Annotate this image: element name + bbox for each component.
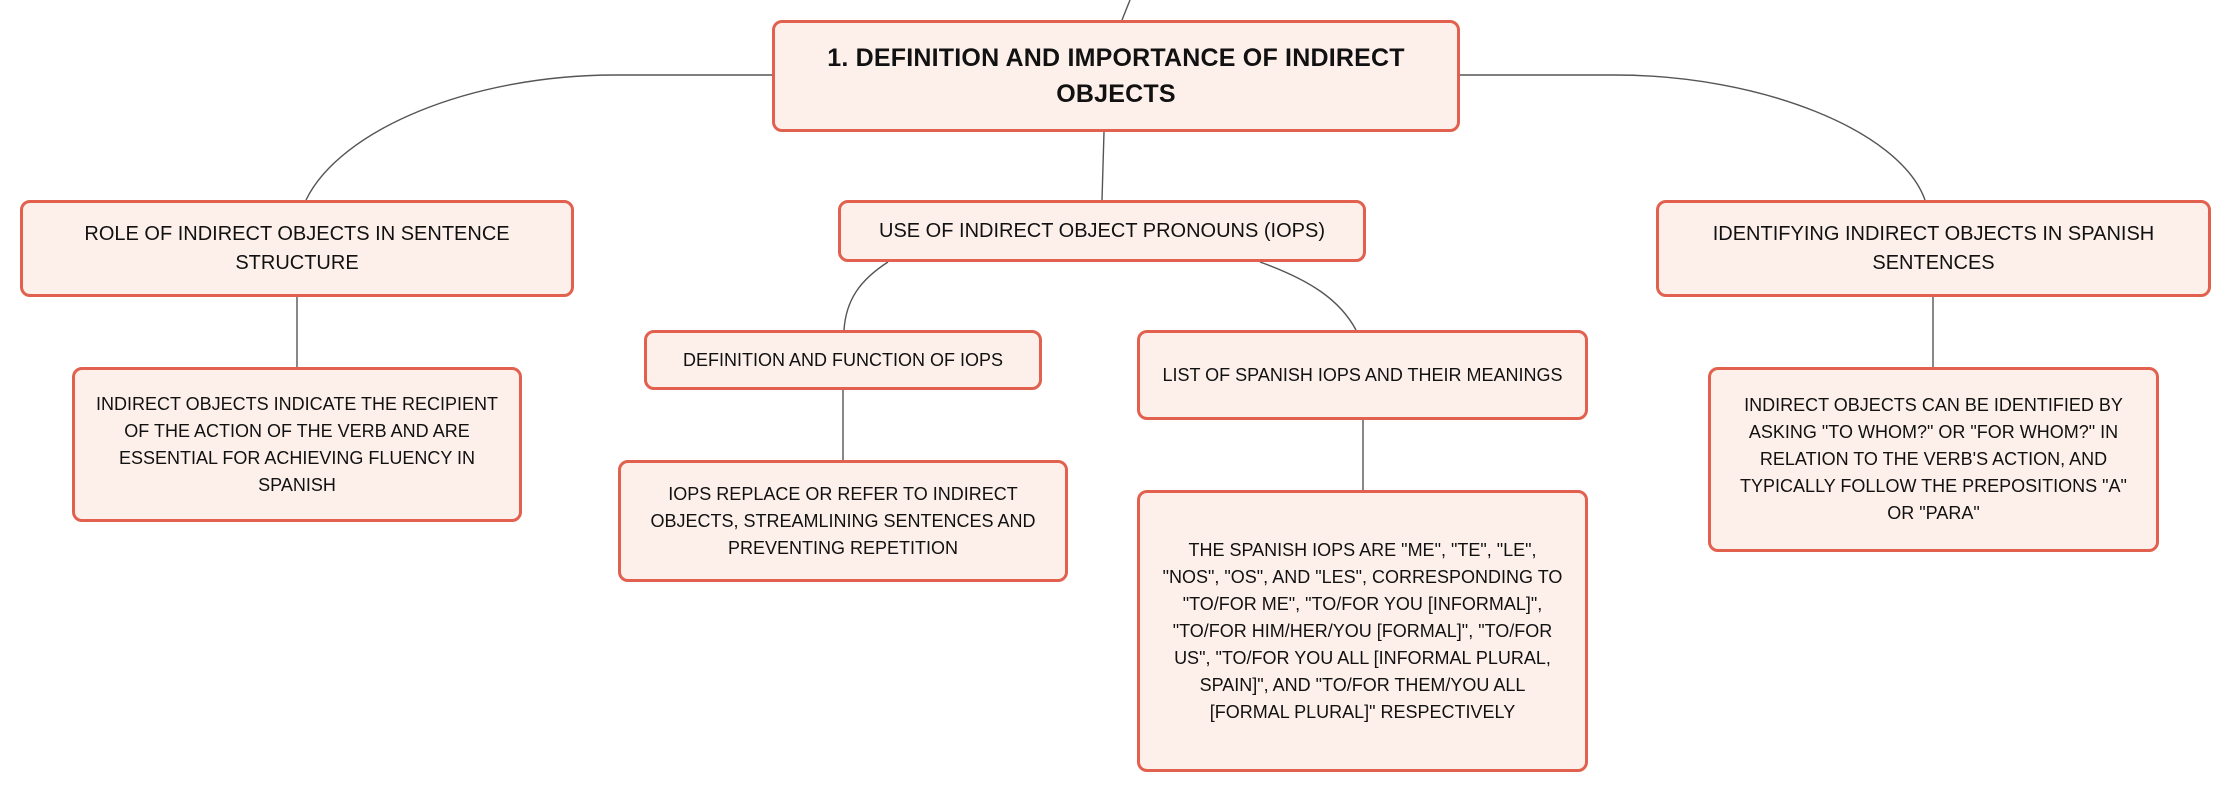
branch-node-role-label: ROLE OF INDIRECT OBJECTS IN SENTENCE STRUCTURE [84, 222, 510, 274]
detail-node-identifying[interactable] [1708, 367, 2159, 552]
detail-node-definition[interactable] [618, 460, 1068, 582]
connector-parent-to-root [1122, 0, 1130, 20]
detail-node-list[interactable] [1137, 490, 1588, 772]
root-node-label: 1. DEFINITION AND IMPORTANCE OF INDIRECT OBJECTS [827, 43, 1405, 108]
detail-node-definition-text: IOPS REPLACE OR REFER TO INDIRECT OBJECTS, STREAMLINING SENTENCES AND PREVENTING REPETITION [650, 483, 1036, 558]
branch-node-iops[interactable] [838, 200, 1366, 262]
subbranch-node-list[interactable] [1137, 330, 1588, 420]
subbranch-node-list-label: LIST OF SPANISH IOPS AND THEIR MEANINGS [1162, 364, 1563, 385]
branch-node-role[interactable] [20, 200, 574, 297]
detail-node-identifying-text: INDIRECT OBJECTS CAN BE IDENTIFIED BY ASKING "TO WHOM?" OR "FOR WHOM?" IN RELATION TO THE VERB'S ACTION, AND TYPICALLY FOLLOW THE PREPOSITIONS "A" OR "PARA" [1740, 395, 2127, 523]
branch-node-identifying[interactable] [1656, 200, 2211, 297]
connector-root-to-identifying [1460, 75, 1925, 200]
root-node[interactable] [772, 20, 1460, 132]
connector-root-to-iops [1102, 132, 1104, 200]
detail-node-role-text: INDIRECT OBJECTS INDICATE THE RECIPIENT OF THE ACTION OF THE VERB AND ARE ESSENTIAL FOR ACHIEVING FLUENCY IN SPANISH [95, 393, 499, 495]
connector-iops-to-definition [844, 262, 888, 330]
branch-node-identifying-label: IDENTIFYING INDIRECT OBJECTS IN SPANISH SENTENCES [1712, 222, 2155, 274]
subbranch-node-definition[interactable] [644, 330, 1042, 390]
detail-node-role[interactable] [72, 367, 522, 522]
detail-node-list-text: THE SPANISH IOPS ARE "ME", "TE", "LE", "NOS", "OS", AND "LES", CORRESPONDING TO "TO/FOR ME", "TO/FOR YOU [INFORMAL]", "TO/FOR HIM/HER/YOU [FORMAL]", "TO/FOR US", "TO/FOR YOU ALL [INFORMAL PLURAL, SPAIN]", AND "TO/FOR THEM/YOU ALL [FORMAL PLURAL]" RESPECTIVELY [1162, 539, 1563, 722]
connector-root-to-role [306, 75, 772, 200]
subbranch-node-definition-label: DEFINITION AND FUNCTION OF IOPS [682, 349, 1003, 370]
branch-node-iops-label: USE OF INDIRECT OBJECT PRONOUNS (IOPS) [879, 219, 1325, 242]
connector-iops-to-list [1260, 262, 1356, 330]
